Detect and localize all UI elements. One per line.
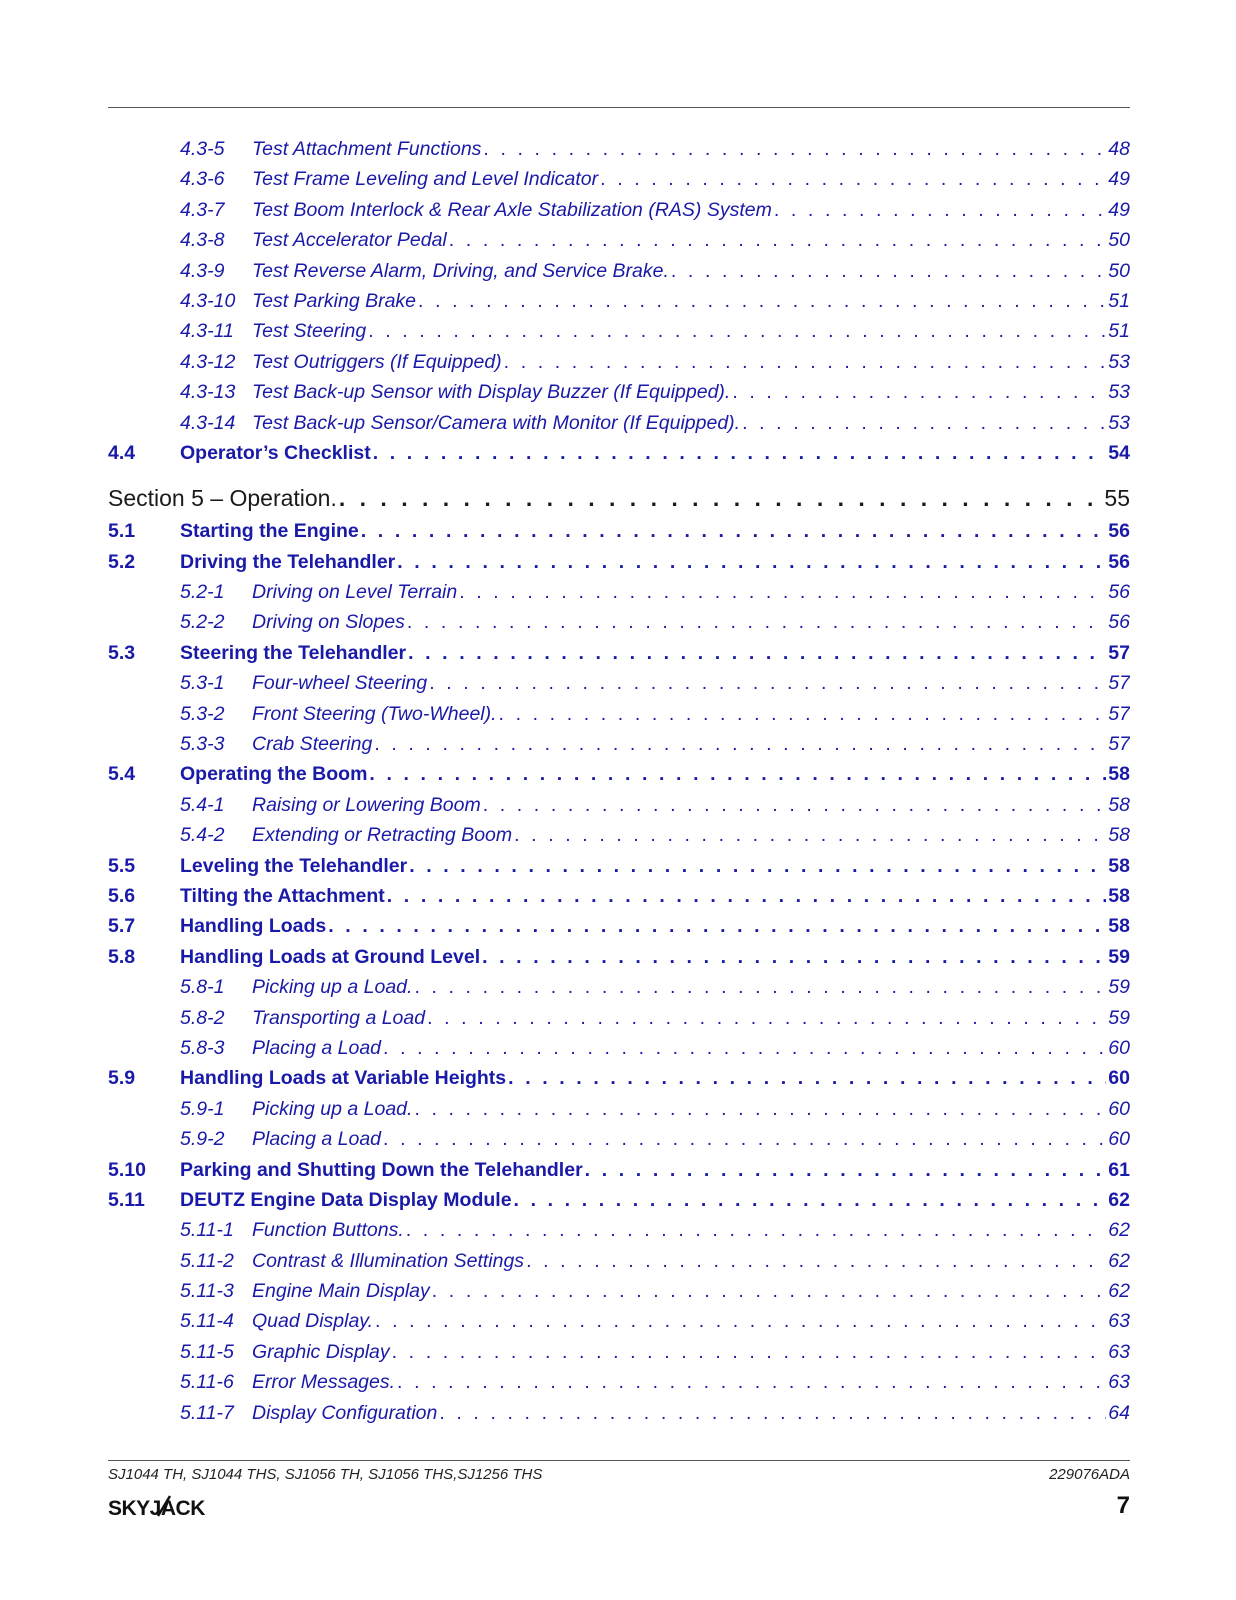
toc-entry-page: 58 [1108,763,1130,786]
toc-entry[interactable] [108,381,1130,411]
toc-entry-line [252,824,1130,847]
toc-entry[interactable] [108,642,1130,672]
toc-entry[interactable] [108,260,1130,290]
toc-entry-number: 4.3-9 [180,259,225,282]
toc-entry-number: 5.10 [108,1158,146,1181]
toc-entry[interactable] [108,1128,1130,1158]
toc-entry-number: 5.7 [108,915,136,938]
toc-entry[interactable] [108,229,1130,259]
toc-entry-line [252,1219,1130,1242]
toc-entry-line [180,915,1130,938]
toc-entry-number: 5.8-1 [180,976,225,999]
toc-entry[interactable] [108,551,1130,581]
dot-leader [514,824,1106,847]
toc-entry-page: 58 [1108,793,1130,816]
toc-entry-title: Test Outriggers (If Equipped) [252,350,502,373]
toc-entry-page: 58 [1108,824,1130,847]
toc-entry-title: Crab Steering [252,733,373,756]
toc-entry-page: 61 [1108,1158,1130,1181]
toc-entry-page: 56 [1108,520,1130,543]
toc-entry-page: 57 [1108,641,1130,664]
toc-entry-page: 59 [1108,976,1130,999]
toc-entry-number: 5.8-2 [180,1006,225,1029]
toc-entry-title: Raising or Lowering Boom [252,793,481,816]
toc-entry-title: Test Frame Leveling and Level Indicator [252,168,599,191]
toc-entry-title: Test Back-up Sensor with Display Buzzer (If Equipped). [252,381,731,404]
dot-leader [383,1037,1106,1060]
dot-leader [432,1280,1107,1303]
dot-leader [671,260,1106,283]
toc-entry-number: 5.2-1 [180,581,225,604]
footer-models: SJ1044 TH, SJ1044 THS, SJ1056 TH, SJ1056 THS,SJ1256 THS [108,1466,543,1483]
toc-entry[interactable] [108,794,1130,824]
dot-leader [361,520,1107,543]
toc-entry-line [252,1007,1130,1030]
toc-entry-line [180,1067,1130,1090]
toc-entry[interactable] [108,1219,1130,1249]
toc-entry-number: 5.3 [108,641,136,664]
toc-entry-page: 60 [1108,1097,1130,1120]
toc-entry-page: 53 [1108,411,1130,434]
toc-entry-page: 54 [1108,441,1130,464]
toc-entry-line [180,763,1130,786]
toc-entry[interactable] [108,1250,1130,1280]
toc-entry-page: 50 [1108,229,1130,252]
toc-entry-line [252,1280,1130,1303]
toc-entry-title: Leveling the Telehandler [180,854,408,877]
dot-leader [742,412,1106,435]
toc-entry-title: Extending or Retracting Boom [252,824,513,847]
toc-entry-number: 5.3-2 [180,702,225,725]
toc-entry-page: 58 [1108,884,1130,907]
toc-section-heading[interactable] [108,472,1130,520]
toc-entry[interactable] [108,733,1130,763]
toc-entry-number: 5.11-3 [180,1280,234,1303]
dot-leader [408,642,1106,665]
toc-entry-title: Driving on Level Terrain [252,581,458,604]
toc-entry-number: 4.3-10 [180,289,236,312]
toc-entry-line [180,551,1130,574]
toc-entry[interactable] [108,1007,1130,1037]
dot-leader [374,733,1106,756]
toc-entry-line [252,1128,1130,1151]
toc-entry-number: 5.9 [108,1067,136,1090]
toc-entry-title: Picking up a Load. [252,976,413,999]
toc-entry-number: 5.2-2 [180,611,225,634]
toc-entry-page: 62 [1108,1188,1130,1211]
toc-entry-title: Test Boom Interlock & Rear Axle Stabilization (RAS) System [252,198,772,221]
dot-leader [508,1067,1106,1090]
toc-entry[interactable] [108,199,1130,229]
toc-entry-number: 5.3-3 [180,733,225,756]
dot-leader [483,794,1107,817]
dot-leader [429,672,1106,695]
toc-entry-line [252,290,1130,313]
dot-leader [328,915,1106,938]
dot-leader [369,763,1106,786]
toc-entry-line [180,520,1130,543]
toc-entry-number: 5.11 [108,1188,145,1211]
toc-entry-number: 4.3-5 [180,138,225,160]
toc-entry-title: Parking and Shutting Down the Telehandler [180,1158,583,1181]
dot-leader [459,581,1106,604]
toc-entry[interactable] [108,1402,1130,1432]
toc-entry[interactable] [108,1037,1130,1067]
toc-entry-line [252,320,1130,343]
dot-leader [439,1402,1106,1425]
skyjack-logo [108,1494,238,1520]
toc-entry-title: Placing a Load [252,1036,382,1059]
dot-leader [585,1159,1107,1182]
toc-entry-number: 5.11-2 [180,1249,234,1272]
toc-entry[interactable] [108,855,1130,885]
toc-entry-line [252,412,1130,435]
toc-entry-line [252,581,1130,604]
toc-entry-title: Contrast & Illumination Settings [252,1249,525,1272]
toc-entry[interactable] [108,138,1130,168]
toc-entry-number: 4.3-13 [180,381,236,404]
dot-leader [483,138,1106,161]
toc-entry-page: 51 [1108,320,1130,343]
toc-entry-title: Driving the Telehandler [180,550,396,573]
toc-entry-title: Tilting the Attachment [180,884,385,907]
toc-entry[interactable] [108,442,1130,472]
toc-entry-number: 5.3-1 [180,672,225,695]
toc-entry-number: 5.6 [108,884,136,907]
toc-entry-number: 5.11-4 [180,1310,234,1333]
svg-text:SKYJACK: SKYJACK [108,1497,205,1520]
toc-entry-number: 4.3-11 [180,320,234,343]
toc-entry-line [252,1098,1130,1121]
dot-leader [526,1250,1106,1273]
toc-entry-title: Display Configuration [252,1401,438,1424]
toc-entry-line [252,733,1130,756]
toc-entry-line [180,1159,1130,1182]
toc-entry-title: Test Parking Brake [252,289,417,312]
toc-entry-number: 5.11-6 [180,1371,234,1394]
toc-entry-number: 5.11-1 [180,1219,234,1242]
toc-entry[interactable] [108,1189,1130,1219]
toc-entry-number: 5.5 [108,854,136,877]
toc-entry-page: 55 [1104,485,1130,512]
toc-entry-line [252,611,1130,634]
toc-entry[interactable] [108,824,1130,854]
toc-entry-page: 64 [1108,1401,1130,1424]
page-number: 7 [1116,1492,1130,1519]
dot-leader [600,168,1106,191]
toc-entry-page: 59 [1108,1006,1130,1029]
toc-entry-number: 4.3-12 [180,350,236,373]
toc-entry-number: 5.4-1 [180,793,225,816]
toc-entry-line [252,703,1130,726]
toc-entry-title: Quad Display. [252,1310,374,1333]
toc-entry-line [252,381,1130,404]
toc-entry-number: 5.9-1 [180,1097,225,1120]
toc-entry-title: Engine Main Display [252,1280,430,1303]
dot-leader [373,442,1107,465]
toc-entry-number: 5.9-2 [180,1128,225,1151]
toc-entry-title: Front Steering (Two-Wheel). [252,702,497,725]
toc-entry-page: 51 [1108,289,1130,312]
footer-doc-code: 229076ADA [1049,1466,1130,1483]
dot-leader [449,229,1107,252]
dot-leader [406,1219,1107,1242]
toc-entry[interactable] [108,351,1130,381]
toc-entry-title: Steering the Telehandler [180,641,407,664]
toc-entry-page: 53 [1108,381,1130,404]
toc-entry-number: 5.4-2 [180,824,225,847]
dot-leader [383,1128,1106,1151]
toc-entry[interactable] [108,946,1130,976]
toc-entry-line [252,260,1130,283]
toc-entry-page: 57 [1108,672,1130,695]
toc-entry-number: 4.3-8 [180,229,225,252]
toc-entry-number: 4.3-7 [180,198,225,221]
toc-entry-line [252,168,1130,191]
dot-leader [409,855,1106,878]
toc-entry-line [252,1341,1130,1364]
dot-leader [339,485,1103,512]
dot-leader [387,885,1107,908]
toc-entry-page: 48 [1108,138,1130,160]
toc-entry-page: 59 [1108,945,1130,968]
toc-entry-page: 49 [1108,198,1130,221]
toc-entry-title: Four-wheel Steering [252,672,428,695]
dot-leader [414,976,1106,999]
toc-entry-number: 5.4 [108,763,136,786]
toc-entry-title: Test Attachment Functions [252,138,482,160]
toc-entry-page: 62 [1108,1249,1130,1272]
dot-leader [774,199,1106,222]
toc-entry-number: 5.11-7 [180,1401,234,1424]
toc-entry-page: 53 [1108,350,1130,373]
toc-entry[interactable] [108,320,1130,350]
toc-entry-title: Operator’s Checklist [180,441,371,464]
dot-leader [375,1310,1106,1333]
toc-entry[interactable] [108,703,1130,733]
toc-entry-line [180,1189,1130,1212]
dot-leader [732,381,1106,404]
toc-entry-line [252,1250,1130,1273]
toc-entry-line [252,1402,1130,1425]
toc-entry-page: 63 [1108,1371,1130,1394]
toc-entry[interactable] [108,520,1130,550]
dot-leader [504,351,1107,374]
footer-rule [108,1460,1130,1461]
toc-entry-page: 56 [1108,581,1130,604]
toc-entry-page: 62 [1108,1219,1130,1242]
toc-entry-title: Starting the Engine [180,520,359,543]
toc-entry-page: 56 [1108,611,1130,634]
toc-entry-line [252,1037,1130,1060]
dot-leader [482,946,1106,969]
toc-entry-title: Test Reverse Alarm, Driving, and Service Brake. [252,259,669,282]
toc-entry[interactable] [108,885,1130,915]
toc-entry-number: 5.8-3 [180,1036,225,1059]
toc-entry-title: Function Buttons. [252,1219,404,1242]
toc-entry[interactable] [108,1280,1130,1310]
toc-entry-page: 49 [1108,168,1130,191]
toc-entry[interactable] [108,1067,1130,1097]
toc-entry-line [252,976,1130,999]
toc-entry-title: Placing a Load [252,1128,382,1151]
toc-entry-page: 63 [1108,1340,1130,1363]
toc-entry-line [252,138,1130,161]
toc-entry-title: Picking up a Load. [252,1097,413,1120]
toc-entry-page: 50 [1108,259,1130,282]
toc-entry-line [180,442,1130,465]
dot-leader [368,320,1106,343]
toc-entry-title: Handling Loads [180,915,327,938]
toc-entry[interactable] [108,976,1130,1006]
toc-entry-title: Test Steering [252,320,367,343]
dot-leader [427,1007,1106,1030]
toc-entry-number: 4.3-6 [180,168,225,191]
toc-entry-line [252,199,1130,222]
toc-entry[interactable] [108,611,1130,641]
toc-entry-title: Handling Loads at Variable Heights [180,1067,507,1090]
toc-entry-line [180,946,1130,969]
toc-entry[interactable] [108,412,1130,442]
toc-entry-title: Graphic Display [252,1340,390,1363]
toc-entry-line [252,794,1130,817]
toc-entry[interactable] [108,763,1130,793]
toc-entry-page: 57 [1108,702,1130,725]
toc-entry-title: Transporting a Load [252,1006,426,1029]
toc-entry-page: 63 [1108,1310,1130,1333]
toc-entry[interactable] [108,168,1130,198]
toc-entry-line [252,672,1130,695]
dot-leader [392,1341,1107,1364]
toc-entry-page: 62 [1108,1280,1130,1303]
toc-entry-number: 5.8 [108,945,136,968]
toc-entry[interactable] [108,672,1130,702]
toc-entry-title: Driving on Slopes [252,611,405,634]
dot-leader [499,703,1107,726]
toc-entry-line [180,642,1130,665]
toc-entry-page: 60 [1108,1036,1130,1059]
toc-entry-title: Error Messages. [252,1371,396,1394]
toc-entry-number: 5.1 [108,520,136,543]
toc-entry[interactable] [108,1371,1130,1401]
toc-entry-title: Handling Loads at Ground Level [180,945,481,968]
toc-entry-title: Section 5 – Operation. [108,485,337,512]
toc-entry-line [252,351,1130,374]
toc-entry-line [108,485,1130,512]
toc-entry-title: DEUTZ Engine Data Display Module [180,1188,512,1211]
toc-entry[interactable] [108,1159,1130,1189]
toc-entry-number: 4.4 [108,441,136,464]
toc-entry[interactable] [108,1341,1130,1371]
toc-entry[interactable] [108,581,1130,611]
dot-leader [514,1189,1107,1212]
toc-entry-line [180,885,1130,908]
toc-entry-line [252,1310,1130,1333]
toc-entry-line [252,1371,1130,1394]
dot-leader [407,611,1106,634]
toc-entry-page: 60 [1108,1067,1130,1090]
toc-entry-number: 5.2 [108,550,136,573]
dot-leader [418,290,1106,313]
toc-entry[interactable] [108,1310,1130,1340]
table-of-contents [108,138,1130,1432]
toc-entry-number: 4.3-14 [180,411,236,434]
toc-entry-line [252,229,1130,252]
toc-entry[interactable] [108,915,1130,945]
toc-entry-page: 58 [1108,854,1130,877]
toc-entry-number: 5.11-5 [180,1340,234,1363]
toc-entry-title: Test Accelerator Pedal [252,229,447,252]
dot-leader [397,1371,1106,1394]
toc-entry[interactable] [108,1098,1130,1128]
toc-entry[interactable] [108,290,1130,320]
toc-entry-page: 58 [1108,915,1130,938]
toc-entry-title: Test Back-up Sensor/Camera with Monitor (If Equipped). [252,411,741,434]
dot-leader [414,1098,1106,1121]
toc-entry-title: Operating the Boom [180,763,368,786]
dot-leader [397,551,1106,574]
toc-entry-page: 57 [1108,733,1130,756]
toc-entry-page: 56 [1108,550,1130,573]
header-rule [108,107,1130,108]
toc-entry-page: 60 [1108,1128,1130,1151]
toc-entry-line [180,855,1130,878]
